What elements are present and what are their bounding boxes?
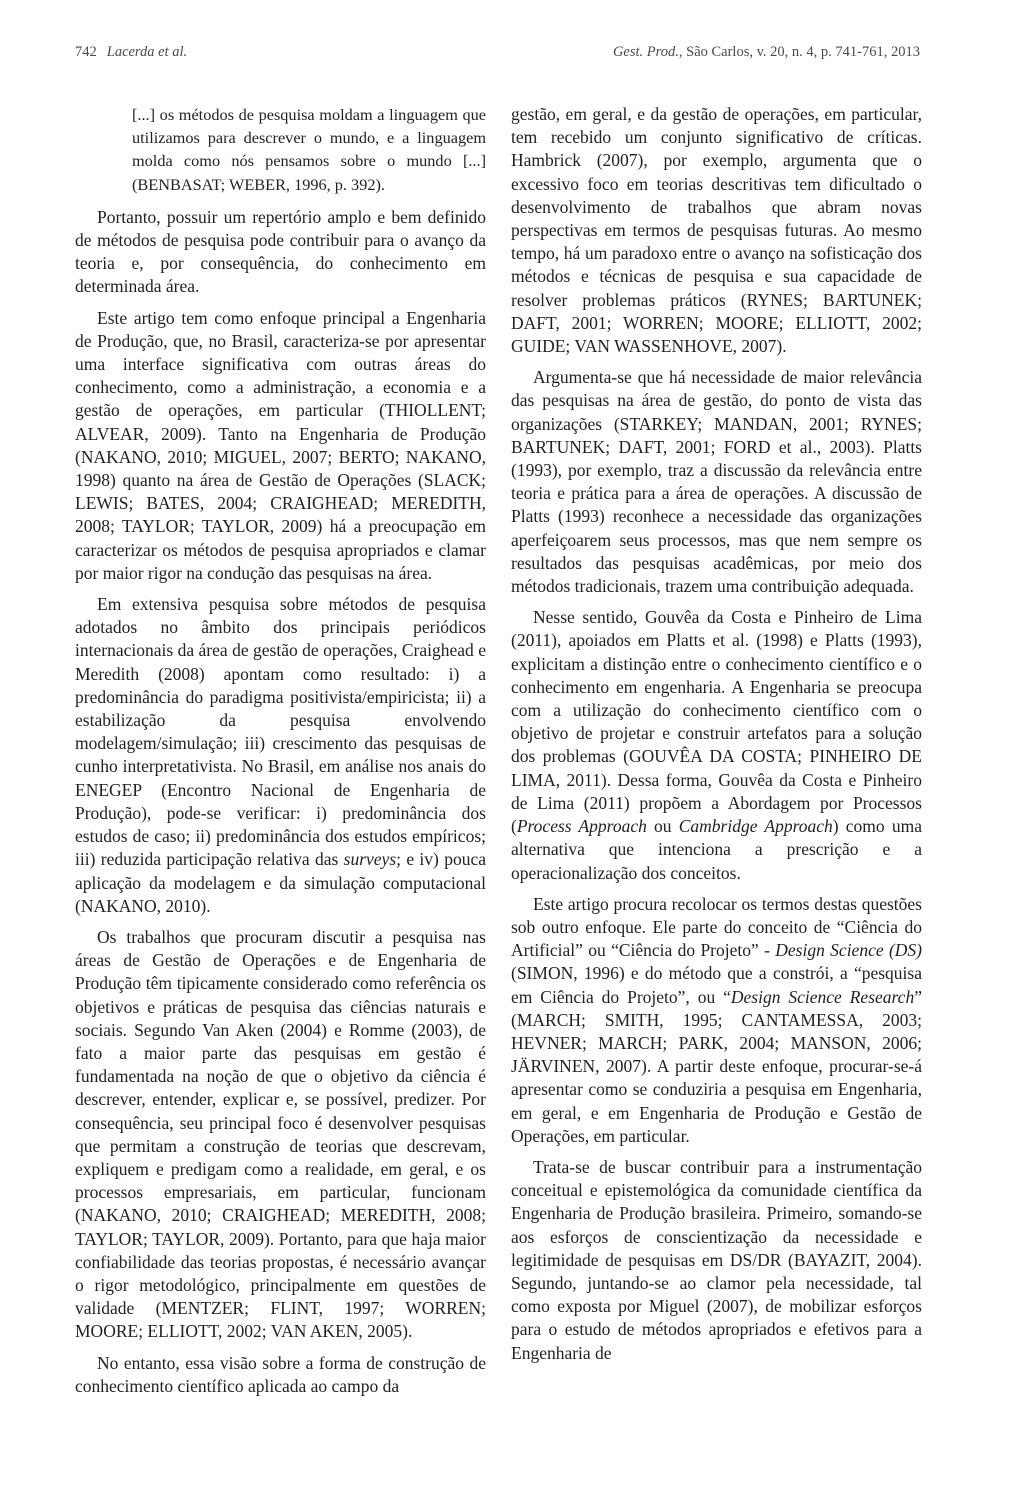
body-paragraph: No entanto, essa visão sobre a forma de construção de conhecimento científico aplicada ao campo da [75, 1352, 486, 1396]
body-paragraph: Argumenta-se que há necessidade de maior relevância das pesquisas na área de gestão, do ponto de vista das organizações (STARKEY; MANDAN, 2001; RYNES; BARTUNEK; DAFT, 2001; FORD et al., 2003). Platts (1993), por exemplo, traz a discussão da relevância entre teoria e prática para a área de operações. A discussão de Platts (1993) reconhece a necessidade das organizações aperfeiçoarem seus processos, mas que nem sempre os resultados das pesquisas acadêmicas, por meio dos métodos tradicionais, trazem uma contribuição adequada. [511, 367, 922, 597]
right-column [511, 103, 922, 1365]
body-paragraph: Este artigo procura recolocar os termos destas questões sob outro enfoque. Ele parte do conceito de “Ciência do Artificial” ou “Ciência do Projeto” - Design Science (DS) (SIMON, 1996) e do método que a constrói, a “pesquisa em Ciência do Projeto”, ou “Design Science Research” (MARCH; SMITH, 1995; CANTAMESSA, 2003; HEVNER; MARCH; PARK, 2004; MANSON, 2006; JÄRVINEN, 2007). A partir deste enfoque, procurar-se-á apresentar como se conduziria a pesquisa em Engenharia, em geral, e em Engenharia de Produção e Gestão de Operações, em particular. [511, 893, 922, 1146]
body-paragraph: Trata-se de buscar contribuir para a instrumentação conceitual e epistemológica da comunidade científica da Engenharia de Produção brasileira. Primeiro, somando-se aos esforços de conscientização da necessidade e legitimidade de pesquisas em DS/DR (BAYAZIT, 2004). Segundo, juntando-se ao clamor pela necessidade, tal como exposta por Miguel (2007), de mobilizar esforços para o estudo de métodos apropriados e efetivos para a Engenharia de [511, 1156, 922, 1363]
page-number: 742 [75, 44, 97, 60]
body-paragraph: Em extensiva pesquisa sobre métodos de pesquisa adotados no âmbito dos principais periódicos internacionais da área de gestão de operações, Craighead e Meredith (2008) apontam como resultado: i) a predominância do paradigma positivista/empiricista; ii) a estabilização da pesquisa envolvendo modelagem/simulação; iii) crescimento das pesquisas de cunho interpretativista. No Brasil, em análise nos anais do ENEGEP (Encontro Nacional de Engenharia de Produção), pode-se verificar: i) predominância dos estudos de caso; ii) predominância dos estudos empíricos; iii) reduzida participação relativa das surveys; e iv) pouca aplicação da modelagem e da simulação computacional (NAKANO, 2010). [75, 594, 486, 916]
body-paragraph: Nesse sentido, Gouvêa da Costa e Pinheiro de Lima (2011), apoiados em Platts et al. (1998) e Platts (1993), explicitam a distinção entre o conhecimento científico e o conhecimento em engenharia. A Engenharia se preocupa com a utilização do conhecimento científico com o objetivo de projetar e construir artefatos para a solução dos problemas (GOUVÊA DA COSTA; PINHEIRO DE LIMA, 2011). Dessa forma, Gouvêa da Costa e Pinheiro de Lima (2011) propõem a Abordagem por Processos (Process Approach ou Cambridge Approach) como uma alternativa que intenciona a prescrição e a operacionalização dos conceitos. [511, 607, 923, 883]
left-column [75, 103, 486, 1398]
journal-abbrev: Gest. Prod. [612, 44, 679, 60]
body-paragraph: Os trabalhos que procuram discutir a pesquisa nas áreas de Gestão de Operações e de Engenharia de Produção têm tipicamente considerado como referência os objetivos e práticas de pesquisa das ciências naturais e sociais. Segundo Van Aken (2004) e Romme (2003), de fato a maior parte das pesquisas em gestão é fundamentada na noção de que o objetivo da ciência é descrever, entender, explicar e, se possível, predizer. Por consequência, seu principal foco é desenvolver pesquisas que permitam a construção de teorias que descrevam, expliquem e predigam como a realidade, em geral, e os processos empresariais, em particular, funcionam (NAKANO, 2010; CRAIGHEAD; MEREDITH, 2008; TAYLOR; TAYLOR, 2009). Portanto, para que haja maior confiabilidade das teorias propostas, é necessário avançar o rigor metodológico, principalmente em questões de validade (MENTZER; FLINT, 1997; WORREN; MOORE; ELLIOTT, 2002; VAN AKEN, 2005). [75, 926, 486, 1342]
block-quote: [...] os métodos de pesquisa moldam a linguagem que utilizamos para descrever o mundo, e a linguagem molda como nós pensamos sobre o mundo [...] (BENBASAT; WEBER, 1996, p. 392). [132, 105, 486, 194]
citation-details: , São Carlos, v. 20, n. 4, p. 741-761, 2013 [678, 44, 920, 60]
header-left [75, 44, 187, 61]
header-authors: Lacerda et al. [106, 44, 188, 60]
running-header [75, 44, 920, 68]
body-paragraph: gestão, em geral, e da gestão de operações, em particular, tem recebido um conjunto significativo de críticas. Hambrick (2007), por exemplo, argumenta que o excessivo foco em teorias descritivas tem dificultado o desenvolvimento de trabalhos que abram novas perspectivas em termos de pesquisas futuras. Ao mesmo tempo, há um paradoxo entre o avanço na sofisticação dos métodos e técnicas de pesquisa e sua capacidade de resolver problemas práticos (RYNES; BARTUNEK; DAFT, 2001; WORREN; MOORE; ELLIOTT, 2002; GUIDE; VAN WASSENHOVE, 2007). [511, 104, 922, 357]
body-paragraph: Este artigo tem como enfoque principal a Engenharia de Produção, que, no Brasil, caracteriza-se por apresentar uma interface significativa com outras áreas do conhecimento, como a administração, a economia e a gestão de operações, em particular (THIOLLENT; ALVEAR, 2009). Tanto na Engenharia de Produção (NAKANO, 2010; MIGUEL, 2007; BERTO; NAKANO, 1998) quanto na área de Gestão de Operações (SLACK; LEWIS; BATES, 2004; CRAIGHEAD; MEREDITH, 2008; TAYLOR; TAYLOR, 2009) há a preocupação em caracterizar os métodos de pesquisa apropriados e clamar por maior rigor na condução das pesquisas na área. [75, 307, 486, 583]
body-paragraph: Portanto, possuir um repertório amplo e bem definido de métodos de pesquisa pode contribuir para o avanço da teoria e, por consequência, do conhecimento em determinada área. [75, 206, 486, 297]
journal-citation [613, 44, 920, 61]
